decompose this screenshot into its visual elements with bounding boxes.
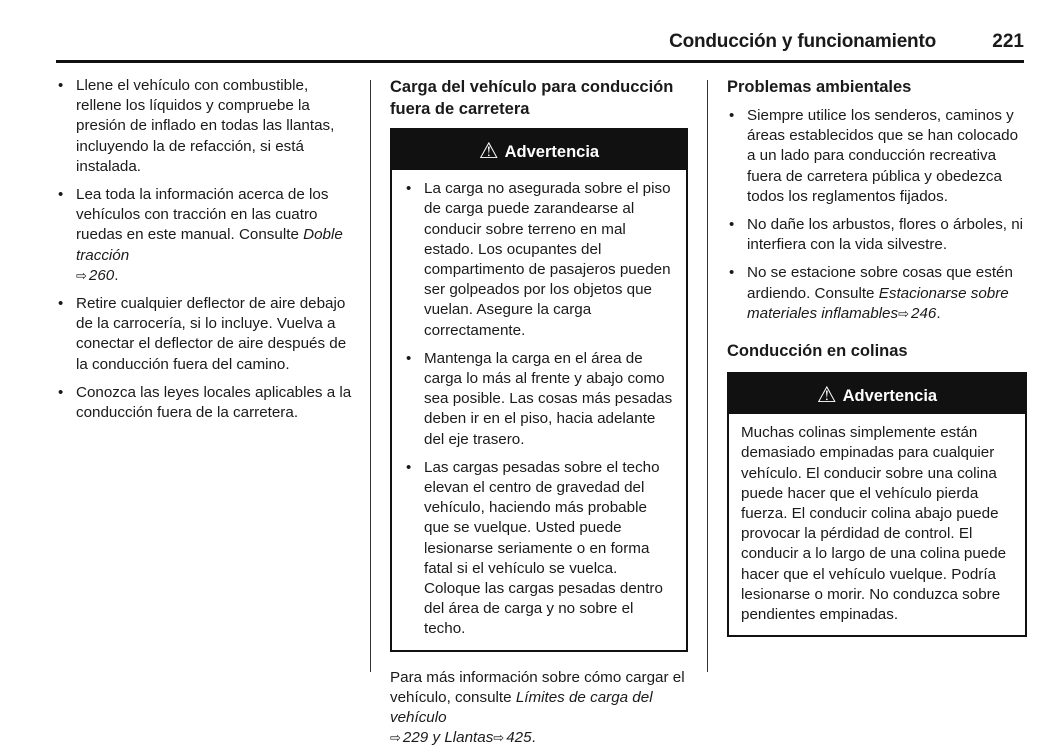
warning-header: ⚠ Advertencia: [392, 130, 686, 170]
ref-arrow-icon: ⇨: [898, 305, 910, 321]
ref-arrow-icon: ⇨: [390, 730, 401, 746]
warning-body: [729, 414, 1025, 635]
environment-list: [727, 106, 1027, 324]
list-item: • Siempre utilice los senderos, caminos y áreas establecidos que se han colocado a un lado para conducción recreativa fuera de carretera pública y obedezca todos los reglamentos fijados.: [727, 106, 1027, 207]
ref-arrow-icon: ⇨: [493, 730, 505, 746]
list-item: • Las cargas pesadas sobre el techo elevan el centro de gravedad del vehículo, haciendo más probable que se vuelque. Usted puede lesionarse seriamente o en forma fatal si el vehículo se vuelca. Coloque las cargas pesadas dentro del área de carga y no sobre el techo.: [404, 458, 674, 640]
list-item: • Retire cualquier deflector de aire debajo de la carrocería, si lo incluye. Vuelva a conectar el deflector de aire después de la conducción fuera del camino.: [56, 294, 354, 375]
hills-heading: Conducción en colinas: [727, 342, 908, 361]
list-item: • No se estacione sobre cosas que estén ardiendo. Consulte Estacionarse sobre materiales inflamables⇨ 246.: [727, 263, 1027, 324]
doble-traccion-link[interactable]: Doble tracción: [76, 226, 343, 264]
column-1: [56, 76, 354, 431]
prep-list: [56, 76, 354, 423]
limites-carga-ref[interactable]: ⇨ 229: [390, 729, 428, 746]
page-number: 221: [992, 31, 1024, 52]
estacionarse-ref[interactable]: ⇨ 246: [898, 305, 936, 322]
list-item: • La carga no asegurada sobre el piso de carga puede zarandearse al conducir sobre terreno en mal estado. Los ocupantes del compartimento de pasajeros pueden ser golpeados por los objetos que vuelan. Asegure la carga correctamente.: [404, 179, 674, 341]
list-item: • Mantenga la carga en el área de carga lo más al frente y abajo como sea posible. Las cosas más pesadas deben ir en el piso, hacia adelante del eje trasero.: [404, 349, 674, 450]
column-3: [727, 76, 1027, 637]
list-item: • No dañe los arbustos, flores o árboles, ni interfiera con la vida silvestre.: [727, 215, 1027, 255]
estacionarse-link[interactable]: Estacionarse sobre materiales inflamables: [747, 284, 1009, 322]
list-item: • Conozca las leyes locales aplicables a la conducción fuera de la carretera.: [56, 383, 354, 423]
cargo-heading: Carga del vehículo para conducción fuera de carretera: [390, 78, 674, 118]
warning-text: Muchas colinas simplemente están demasiado empinadas para cualquier vehículo. El conducir sobre una colina puede hacer que el vehículo pierda fuerza. El conducir colina abajo puede provocar la pérdidad de control. El conducir a lo largo de una colina puede hacer que el vehículo vuelque. Podría lesionarse o morir. No conduzca sobre pendientes empinadas.: [741, 424, 1007, 624]
column-divider: [707, 80, 708, 672]
column-divider: [370, 80, 371, 672]
list-item: • Lea toda la información acerca de los vehículos con tracción en las cuatro ruedas en este manual. Consulte Doble tracción ⇨ 260.: [56, 185, 354, 286]
warning-box: [727, 372, 1027, 637]
page-header: [56, 30, 1024, 63]
llantas-link[interactable]: Llantas: [444, 729, 494, 747]
doble-traccion-ref[interactable]: ⇨ 260: [76, 267, 114, 284]
ref-arrow-icon: ⇨: [76, 267, 87, 283]
warning-box: [390, 128, 688, 652]
warning-header: ⚠ Advertencia: [729, 374, 1025, 414]
limites-carga-link[interactable]: Límites de carga del vehículo: [390, 688, 653, 727]
llantas-ref[interactable]: ⇨ 425: [493, 729, 531, 746]
column-2: [390, 76, 688, 748]
warning-list: [404, 179, 674, 639]
warning-triangle-icon: ⚠: [816, 382, 837, 408]
warning-body: [392, 170, 686, 649]
section-title: Conducción y funcionamiento: [669, 31, 936, 52]
environment-heading: Problemas ambientales: [727, 78, 912, 96]
list-item: • Llene el vehículo con combustible, rellene los líquidos y compruebe la presión de inflado en todas las llantas, incluyendo la de refacción, si está instalada.: [56, 76, 354, 177]
warning-triangle-icon: ⚠: [478, 138, 499, 163]
more-info-paragraph: Para más información sobre cómo cargar el vehículo, consulte Límites de carga del vehículo ⇨ 229 y Llantas⇨ 425.: [390, 668, 688, 748]
